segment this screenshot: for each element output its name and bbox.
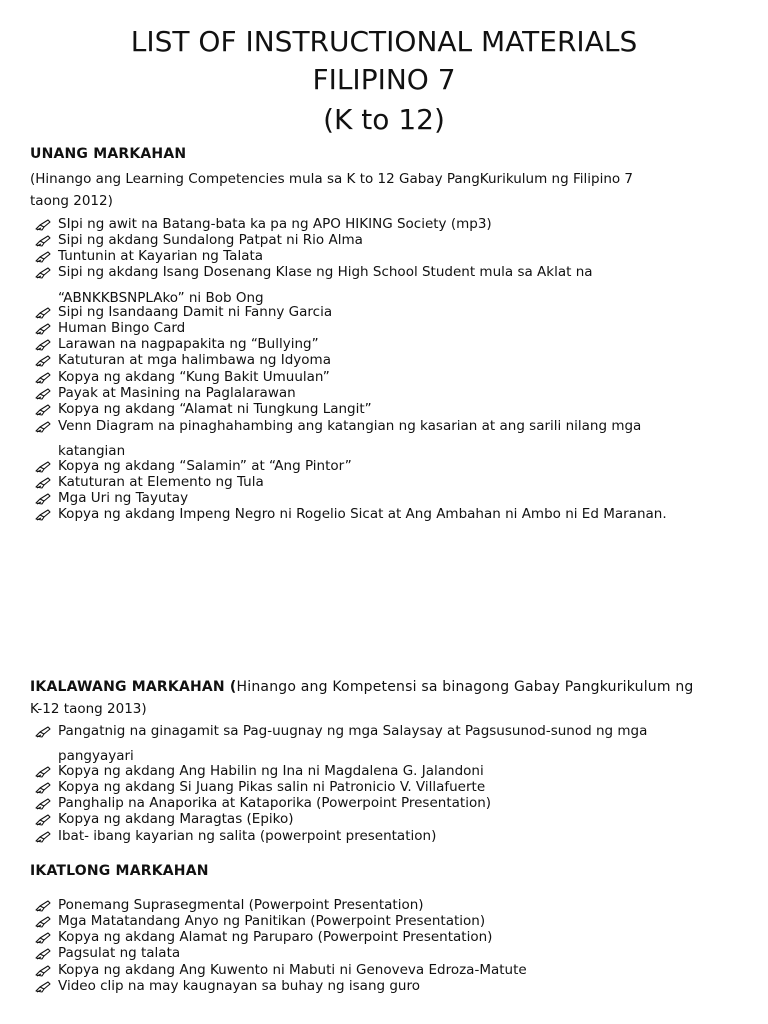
list-item: Katuturan at Elemento ng Tula xyxy=(58,474,264,490)
writing-hand-icon xyxy=(35,797,51,811)
writing-hand-icon xyxy=(35,306,51,320)
list-item: Payak at Masining na Paglalarawan xyxy=(58,385,296,401)
writing-hand-icon xyxy=(35,899,51,913)
list-item: Video clip na may kaugnayan sa buhay ng isang guro xyxy=(58,978,421,994)
writing-hand-icon xyxy=(35,947,51,961)
list-item: Kopya ng akdang “Kung Bakit Umuulan” xyxy=(58,369,330,385)
writing-hand-icon xyxy=(35,218,51,232)
writing-hand-icon xyxy=(35,830,51,844)
list-item: Sipi ng Isandaang Damit ni Fanny Garcia xyxy=(58,304,333,320)
title-line-2: FILIPINO 7 xyxy=(312,63,456,96)
list-item-continuation: “ABNKKBSNPLAko” ni Bob Ong xyxy=(58,290,264,306)
writing-hand-icon xyxy=(35,765,51,779)
list-item: SIpi ng awit na Batang-bata ka pa ng APO HIKING Society (mp3) xyxy=(58,216,492,232)
writing-hand-icon xyxy=(35,508,51,522)
list-item: Human Bingo Card xyxy=(58,320,186,336)
list-item: Panghalip na Anaporika at Kataporika (Powerpoint Presentation) xyxy=(58,795,492,811)
writing-hand-icon xyxy=(35,387,51,401)
list-item: Kopya ng akdang “Salamin” at “Ang Pintor” xyxy=(58,458,352,474)
section-note-line: taong 2012) xyxy=(30,193,113,209)
section-heading-ikatlong: IKATLONG MARKAHAN xyxy=(30,863,209,879)
section-note-line: (Hinango ang Learning Competencies mula sa K to 12 Gabay PangKurikulum ng Filipino 7 xyxy=(30,171,634,187)
writing-hand-icon xyxy=(35,250,51,264)
writing-hand-icon xyxy=(35,234,51,248)
list-item: Kopya ng akdang “Alamat ni Tungkung Langit” xyxy=(58,401,372,417)
list-item: Kopya ng akdang Si Juang Pikas salin ni Patronicio V. Villafuerte xyxy=(58,779,486,795)
list-item: Kopya ng akdang Ang Habilin ng Ina ni Magdalena G. Jalandoni xyxy=(58,763,484,779)
list-item: Tuntunin at Kayarian ng Talata xyxy=(58,248,264,264)
section-note-inline: Hinango ang Kompetensi sa binagong Gabay Pangkurikulum ng xyxy=(236,679,694,695)
writing-hand-icon xyxy=(35,420,51,434)
list-item-continuation: katangian xyxy=(58,443,126,459)
writing-hand-icon xyxy=(35,725,51,739)
list-item: Kopya ng akdang Impeng Negro ni Rogelio Sicat at Ang Ambahan ni Ambo ni Ed Maranan. xyxy=(58,506,667,522)
list-item: Venn Diagram na pinaghahambing ang katangian ng kasarian at ang sarili nilang mga xyxy=(58,418,642,434)
section-heading-text: IKALAWANG MARKAHAN ( xyxy=(30,679,237,695)
section-heading-unang: UNANG MARKAHAN xyxy=(30,146,187,162)
writing-hand-icon xyxy=(35,322,51,336)
writing-hand-icon xyxy=(35,403,51,417)
writing-hand-icon xyxy=(35,915,51,929)
title-line-1: LIST OF INSTRUCTIONAL MATERIALS xyxy=(130,25,638,58)
writing-hand-icon xyxy=(35,964,51,978)
list-item: Larawan na nagpapakita ng “Bullying” xyxy=(58,336,319,352)
writing-hand-icon xyxy=(35,266,51,280)
list-item: Mga Uri ng Tayutay xyxy=(58,490,189,506)
list-item-continuation: pangyayari xyxy=(58,748,134,764)
title-line-3: (K to 12) xyxy=(323,103,445,136)
list-item: Kopya ng akdang Ang Kuwento ni Mabuti ni Genoveva Edroza-Matute xyxy=(58,962,527,978)
list-item: Katuturan at mga halimbawa ng Idyoma xyxy=(58,352,331,368)
writing-hand-icon xyxy=(35,371,51,385)
section-heading-ikalawang xyxy=(30,679,694,695)
writing-hand-icon xyxy=(35,931,51,945)
list-item: Sipi ng akdang Isang Dosenang Klase ng High School Student mula sa Aklat na xyxy=(58,264,593,280)
list-item: Mga Matatandang Anyo ng Panitikan (Powerpoint Presentation) xyxy=(58,913,486,929)
writing-hand-icon xyxy=(35,354,51,368)
writing-hand-icon xyxy=(35,338,51,352)
list-item: Ibat- ibang kayarian ng salita (powerpoint presentation) xyxy=(58,828,437,844)
writing-hand-icon xyxy=(35,476,51,490)
section-note-line: K-12 taong 2013) xyxy=(30,701,147,717)
list-item: Pangatnig na ginagamit sa Pag-uugnay ng mga Salaysay at Pagsusunod-sunod ng mga xyxy=(58,723,648,739)
writing-hand-icon xyxy=(35,781,51,795)
list-item: Pagsulat ng talata xyxy=(58,945,181,961)
list-item: Sipi ng akdang Sundalong Patpat ni Rio Alma xyxy=(58,232,363,248)
list-item: Kopya ng akdang Maragtas (Epiko) xyxy=(58,811,294,827)
writing-hand-icon xyxy=(35,980,51,994)
list-item: Kopya ng akdang Alamat ng Paruparo (Powerpoint Presentation) xyxy=(58,929,493,945)
writing-hand-icon xyxy=(35,492,51,506)
list-item: Ponemang Suprasegmental (Powerpoint Presentation) xyxy=(58,897,424,913)
writing-hand-icon xyxy=(35,460,51,474)
writing-hand-icon xyxy=(35,813,51,827)
